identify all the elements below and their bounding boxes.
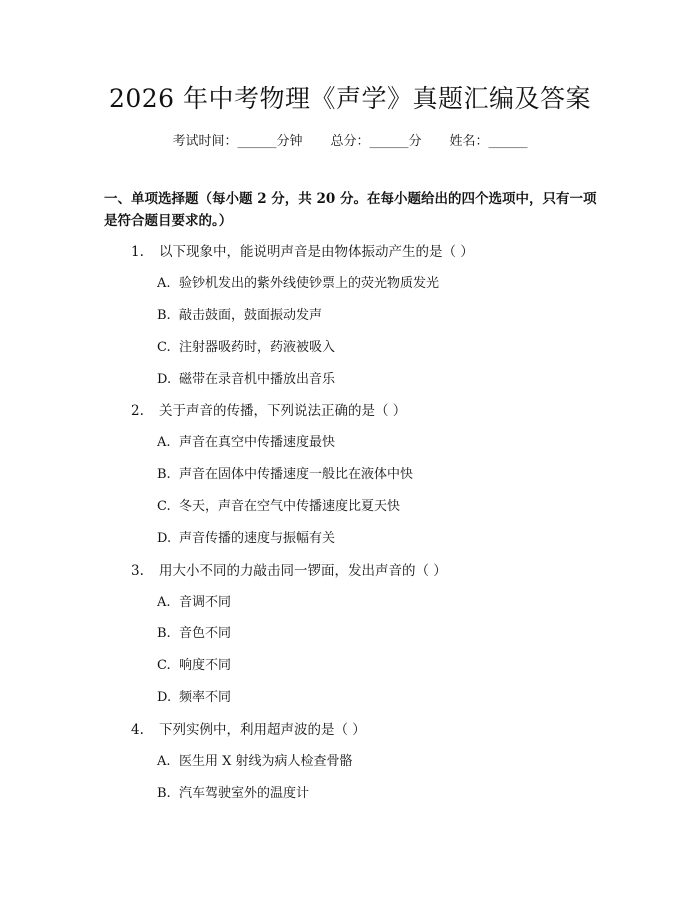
option-text: 声音传播的速度与振幅有关 [179,531,336,546]
question-number: 4. [131,722,144,738]
option-text: 敲击鼓面，鼓面振动发声 [179,308,323,323]
option-text: 冬天，声音在空气中传播速度比夏天快 [179,499,401,514]
section-heading: 一、单项选择题（每小题 2 分，共 20 分。在每小题给出的四个选项中，只有一项是符合题目要求的。） [104,191,597,229]
question-1-option-c [157,338,335,358]
question-number: 2. [131,403,144,419]
question-4 [131,720,366,740]
question-3-option-b [157,624,231,644]
option-letter: A. [157,435,171,450]
option-letter: C. [157,340,171,355]
option-text: 声音在固体中传播速度一般比在液体中快 [179,467,414,482]
option-letter: B. [157,626,171,641]
question-3-option-d [157,688,231,708]
option-text: 声音在真空中传播速度最快 [179,435,336,450]
question-text: 以下现象中，能说明声音是由物体振动产生的是（ ） [159,244,474,260]
exam-time-field: 考试时间：______分钟 [172,134,303,149]
question-4-option-b [157,784,309,804]
question-1-option-b [157,306,322,326]
option-text: 磁带在录音机中播放出音乐 [179,372,336,387]
question-1-option-a [157,274,439,294]
question-2-option-d [157,529,335,549]
exam-meta [0,132,700,152]
option-text: 音调不同 [179,595,232,610]
option-letter: B. [157,308,171,323]
question-3-option-c [157,656,231,676]
option-text: 注射器吸药时，药液被吸入 [179,340,336,355]
option-letter: D. [157,372,172,387]
question-3-option-a [157,593,231,613]
question-2-option-b [157,465,413,485]
question-2 [131,401,406,421]
option-letter: D. [157,690,172,705]
option-text: 验钞机发出的紫外线使钞票上的荧光物质发光 [179,276,440,291]
question-text: 关于声音的传播，下列说法正确的是（ ） [159,403,407,419]
option-text: 频率不同 [179,690,232,705]
question-2-option-a [157,433,335,453]
question-3 [131,561,447,581]
question-text: 用大小不同的力敲击同一锣面，发出声音的（ ） [159,563,447,579]
option-letter: D. [157,531,172,546]
option-text: 汽车驾驶室外的温度计 [179,786,310,801]
question-1 [131,242,474,262]
option-letter: B. [157,467,171,482]
question-1-option-d [157,370,335,390]
option-text: 响度不同 [179,658,232,673]
option-letter: C. [157,499,171,514]
option-text: 音色不同 [179,626,232,641]
document-title: 2026 年中考物理《声学》真题汇编及答案 [108,84,592,113]
total-score-field: 总分：______分 [330,134,422,149]
question-number: 3. [131,563,144,579]
question-number: 1. [131,244,144,260]
option-letter: B. [157,786,171,801]
option-letter: A. [157,595,171,610]
question-4-option-a [157,752,353,772]
option-letter: A. [157,276,171,291]
student-name-field: 姓名：______ [449,134,528,149]
question-text: 下列实例中，利用超声波的是（ ） [159,722,366,738]
option-letter: A. [157,754,171,769]
option-text: 医生用 X 射线为病人检查骨骼 [179,754,353,769]
question-2-option-c [157,497,400,517]
option-letter: C. [157,658,171,673]
